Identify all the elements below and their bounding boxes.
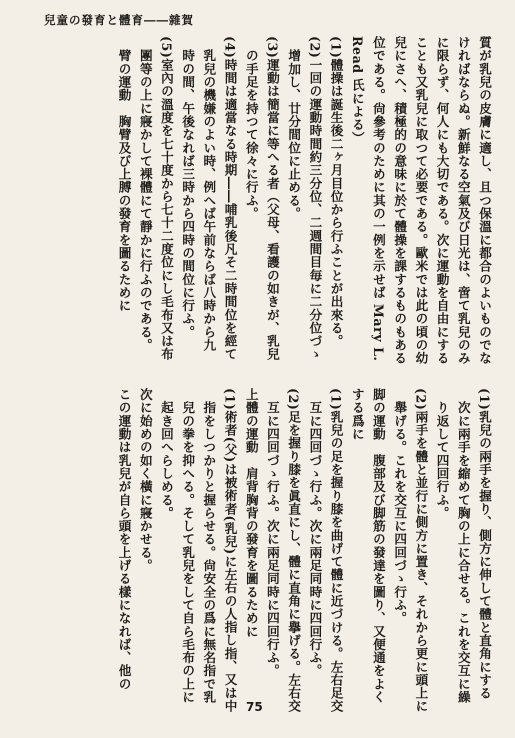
text-line: 次に兩手を縮めて胸の上に合せる。これを交互に繰 xyxy=(455,388,471,704)
text-line: の手足を持つて徐々に行ふ。 xyxy=(243,36,259,221)
text-line: (1)術者(父)は被術者(乳兒)に左右の人指し指、又は中 xyxy=(222,388,238,713)
text-line: 位である。尙參考のために其の一例を示せば Mary L. xyxy=(370,36,386,362)
text-line: (1)乳兒の兩手を握り、側方に伸して體と直角にする xyxy=(477,388,492,700)
text-line: 上體の運動 肩背胸背の發育を圖るために xyxy=(243,388,259,638)
text-line: り返して四回行ふ。 xyxy=(434,388,450,520)
text-line: 互に四回づゝ行ふ。次に兩足同時に四回行ふ。 xyxy=(264,388,280,678)
text-line: 互に四回づゝ行ふ。次に兩足同時に四回行ふ。 xyxy=(307,388,323,678)
text-line: 兒にさへ、積極的の意味に於て體操を課するものもある xyxy=(392,36,408,365)
text-line: 團等の上に寢かして裸體にて靜かに行ふのである。 xyxy=(137,36,153,352)
text-line: (5)室內の溫度を七十度から七十二度位にし毛布又は布 xyxy=(158,36,174,361)
text-line: この運動は乳兒が自ら頭を上げる樣になれば、他の xyxy=(116,388,132,691)
text-line: 脚の運動 腹部及び脚筋の發達を圖り、又便通をよく xyxy=(370,388,386,704)
page-number: 75 xyxy=(246,700,263,714)
text-line: 兒の拳を抑へる。そして乳兒をして自ら毛布の上に xyxy=(180,388,196,704)
text-line: する爲に xyxy=(349,388,365,441)
text-line: 臂の運動 胸臂及び上膊の發育を圖るために xyxy=(116,36,132,313)
text-line: 舉げる。これを交互に四回づゝ行ふ。 xyxy=(392,388,408,625)
text-line: 時の間、午後なれば三時から四時の間位に行ふ。 xyxy=(180,36,196,339)
text-line: 指をしつかりと握らせる。尙安全の爲に無名指で乳 xyxy=(201,388,217,704)
text-line: (3)運動は簡當に等へる者（父母、看護の如きが、乳兒 xyxy=(264,36,280,361)
text-line: (2)足を握り膝を眞直にし、體に直角に擧げる。左右交 xyxy=(286,388,302,713)
text-line: (2)兩手を體と並行に側方に置き、それから更に頭上に xyxy=(413,388,429,713)
text-line: Read 氏による） xyxy=(349,36,365,145)
text-line: (4)時間は適當なる時期――哺乳後凡そ二時間位を經て xyxy=(222,36,238,361)
text-line: ことも又乳兒に取つて必要である。歐米では此の頃の幼 xyxy=(413,36,429,365)
text-line: に限らず、何人にも大切である。次に運動を自由にする xyxy=(434,36,450,365)
text-line: (1)乳兒の足を握り膝を曲げて體に近づける。左右足交 xyxy=(328,388,344,713)
text-line: 起き回へらしめる。 xyxy=(158,388,174,520)
text-line: (1)體操は誕生後二ヶ月目位から行ふことが出來る。 xyxy=(328,36,344,348)
running-header: 兒童の發育と體育――雜賀 xyxy=(44,13,194,27)
text-line: 質が乳兒の皮膚に適し、且つ保溫に都合のよいものでな xyxy=(477,36,492,365)
text-line: (2)一回の運動時間約三分位、二週間目毎に二分位づゝ xyxy=(307,36,323,361)
text-line: ければならぬ。新鮮なる空氣及び日光は、啻て乳兒のみ xyxy=(455,36,471,365)
text-line: 增加し、廿分間位に止める。 xyxy=(286,36,302,221)
upper-text-block xyxy=(113,36,495,365)
text-line: 乳兒の機嫌のよい時、例へば午前ならば八時から九 xyxy=(201,36,217,352)
text-line: 次に始めの如く橫に寢かせる。 xyxy=(137,388,153,573)
